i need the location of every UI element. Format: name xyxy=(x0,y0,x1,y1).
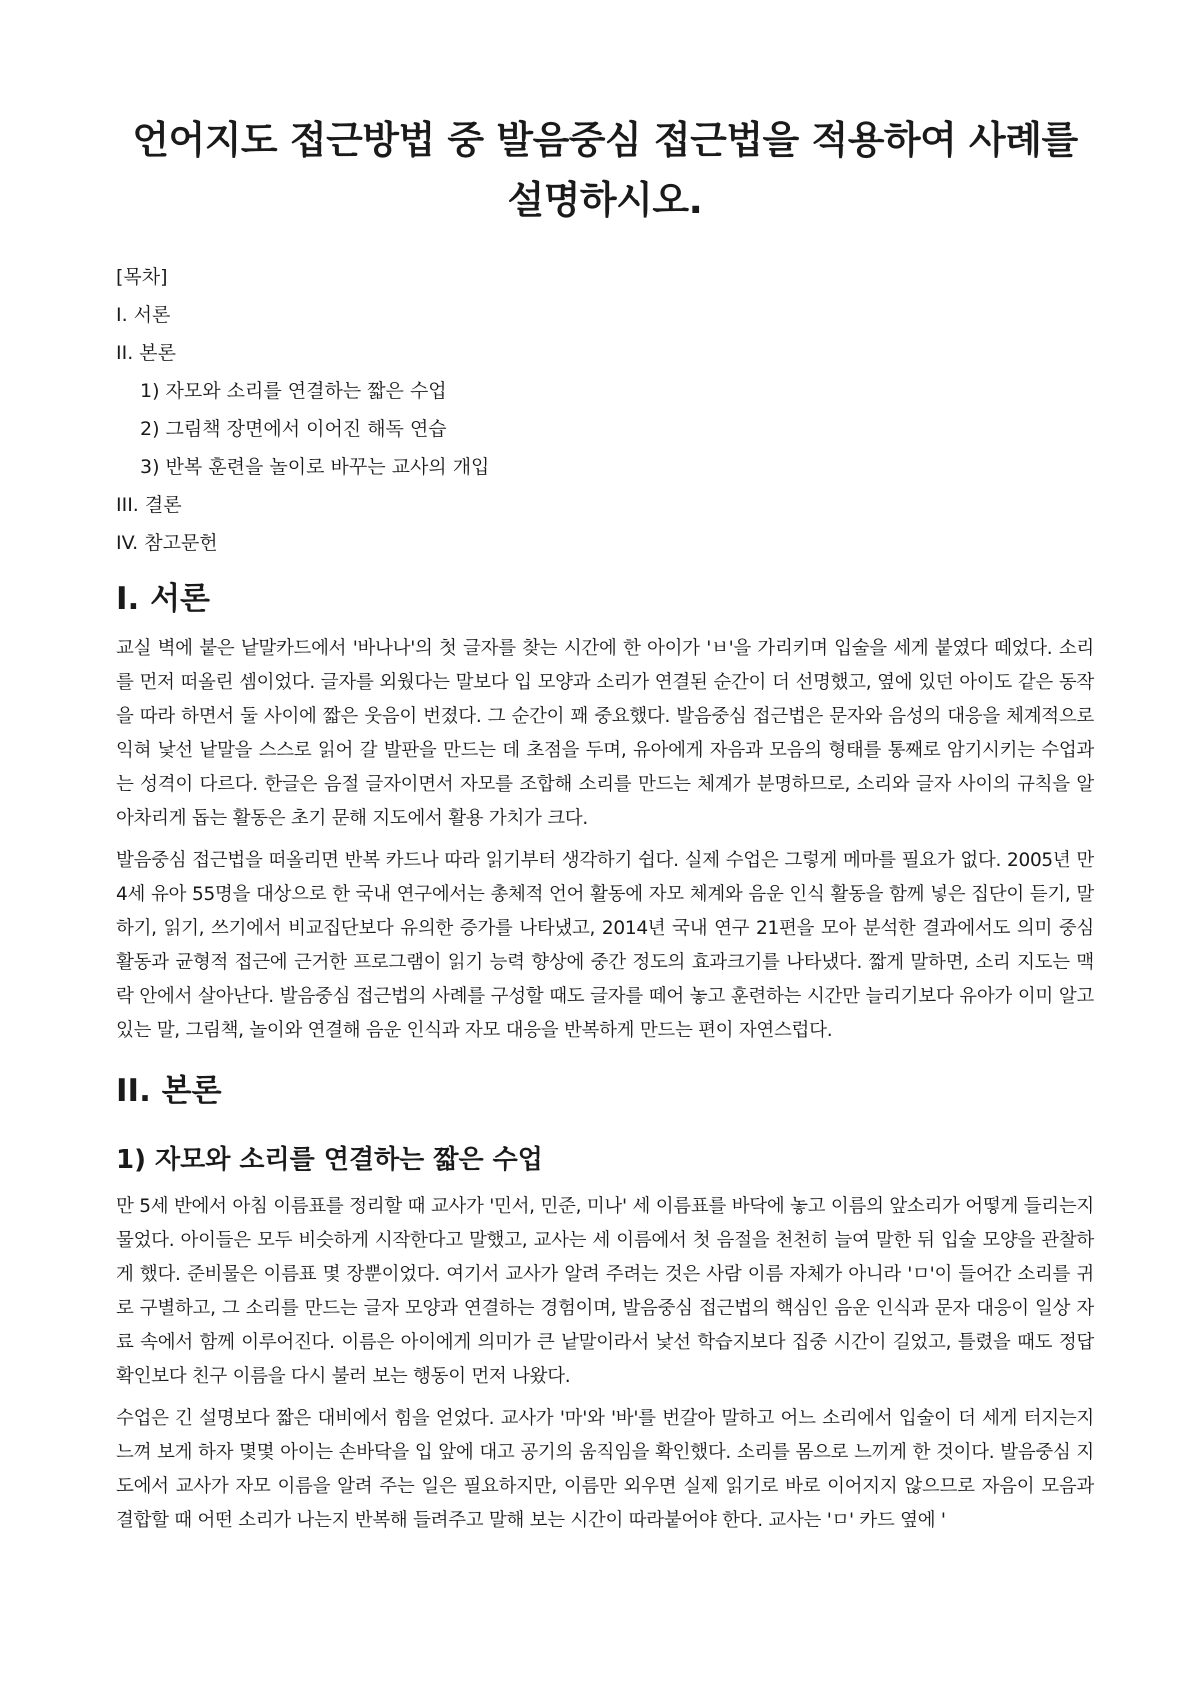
body-1-paragraph-2: 수업은 긴 설명보다 짧은 대비에서 힘을 얻었다. 교사가 '마'와 '바'를 번갈아 말하고 어느 소리에서 입술이 더 세게 터지는지 느껴 보게 하자 몇몇 아이는 손바닥을 입 앞에 대고 공기의 움직임을 확인했다. 소리를 몸으로 느끼게 한 것이다. 발음중심 지도에서 교사가 자모 이름을 알려 주는 일은 필요하지만, 이름만 외우면 실제 읽기로 바로 이어지지 않으므로 자음이 모음과 결합할 때 어떤 소리가 나는지 반복해 들려주고 말해 보는 시간이 따라붙어야 한다. 교사는 'ㅁ' 카드 옆에 ' xyxy=(116,1408,1094,1531)
toc-item-body: II. 본론 xyxy=(116,342,176,364)
section-heading-body: II. 본론 xyxy=(116,1073,222,1109)
toc-item-body-2: 2) 그림책 장면에서 이어진 해독 연습 xyxy=(140,418,447,440)
toc-item-conclusion: III. 결론 xyxy=(116,494,182,516)
body-1-paragraph-1: 만 5세 반에서 아침 이름표를 정리할 때 교사가 '민서, 민준, 미나' 세 이름표를 바닥에 놓고 이름의 앞소리가 어떻게 들리는지 물었다. 아이들은 모두 비슷하게 시작한다고 말했고, 교사는 세 이름에서 첫 음절을 천천히 늘여 말한 뒤 입술 모양을 관찰하게 했다. 준비물은 이름표 몇 장뿐이었다. 여기서 교사가 알려 주려는 것은 사람 이름 자체가 아니라 'ㅁ'이 들어간 소리를 귀로 구별하고, 그 소리를 만드는 글자 모양과 연결하는 경험이며, 발음중심 접근법의 핵심인 음운 인식과 문자 대응이 일상 자료 속에서 함께 이루어진다. 이름은 아이에게 의미가 큰 낱말이라서 낯선 학습지보다 집중 시간이 길었고, 틀렸을 때도 정답 확인보다 친구 이름을 다시 불러 보는 행동이 먼저 나왔다. xyxy=(116,1196,1094,1387)
toc-item-body-1: 1) 자모와 소리를 연결하는 짧은 수업 xyxy=(140,380,447,402)
subsection-heading-1: 1) 자모와 소리를 연결하는 짧은 수업 xyxy=(116,1145,543,1175)
toc-item-intro: I. 서론 xyxy=(116,304,171,326)
section-heading-intro: I. 서론 xyxy=(116,581,210,617)
intro-paragraph-1: 교실 벽에 붙은 낱말카드에서 '바나나'의 첫 글자를 찾는 시간에 한 아이가 'ㅂ'을 가리키며 입술을 세게 붙였다 떼었다. 소리를 먼저 떠올린 셈이었다. 글자를 외웠다는 말보다 입 모양과 소리가 연결된 순간이 더 선명했고, 옆에 있던 아이도 같은 동작을 따라 하면서 둘 사이에 짧은 웃음이 번졌다. 그 순간이 꽤 중요했다. 발음중심 접근법은 문자와 음성의 대응을 체계적으로 익혀 낯선 낱말을 스스로 읽어 갈 발판을 만드는 데 초점을 두며, 유아에게 자음과 모음의 형태를 통째로 암기시키는 수업과는 성격이 다르다. 한글은 음절 글자이면서 자모를 조합해 소리를 만드는 체계가 분명하므로, 소리와 글자 사이의 규칙을 알아차리게 돕는 활동은 초기 문해 지도에서 활용 가치가 크다. xyxy=(116,638,1094,829)
toc-item-body-3: 3) 반복 훈련을 놀이로 바꾸는 교사의 개입 xyxy=(140,456,490,478)
table-of-contents xyxy=(116,264,1094,556)
document-title: 언어지도 접근방법 중 발음중심 접근법을 적용하여 사례를 설명하시오. xyxy=(132,118,1078,222)
toc-heading: [목차] xyxy=(116,266,168,288)
intro-paragraph-2: 발음중심 접근법을 떠올리면 반복 카드나 따라 읽기부터 생각하기 쉽다. 실제 수업은 그렇게 메마를 필요가 없다. 2005년 만 4세 유아 55명을 대상으로 한 국내 연구에서는 총체적 언어 활동에 자모 체계와 음운 인식 활동을 함께 넣은 집단이 듣기, 말하기, 읽기, 쓰기에서 비교집단보다 유의한 증가를 나타냈고, 2014년 국내 연구 21편을 모아 분석한 결과에서도 의미 중심 활동과 균형적 접근에 근거한 프로그램이 읽기 능력 향상에 중간 정도의 효과크기를 나타냈다. 짧게 말하면, 소리 지도는 맥락 안에서 살아난다. 발음중심 접근법의 사례를 구성할 때도 글자를 떼어 놓고 훈련하는 시간만 늘리기보다 유아가 이미 알고 있는 말, 그림책, 놀이와 연결해 음운 인식과 자모 대응을 반복하게 만드는 편이 자연스럽다. xyxy=(116,850,1094,1041)
toc-item-references: IV. 참고문헌 xyxy=(116,532,218,554)
